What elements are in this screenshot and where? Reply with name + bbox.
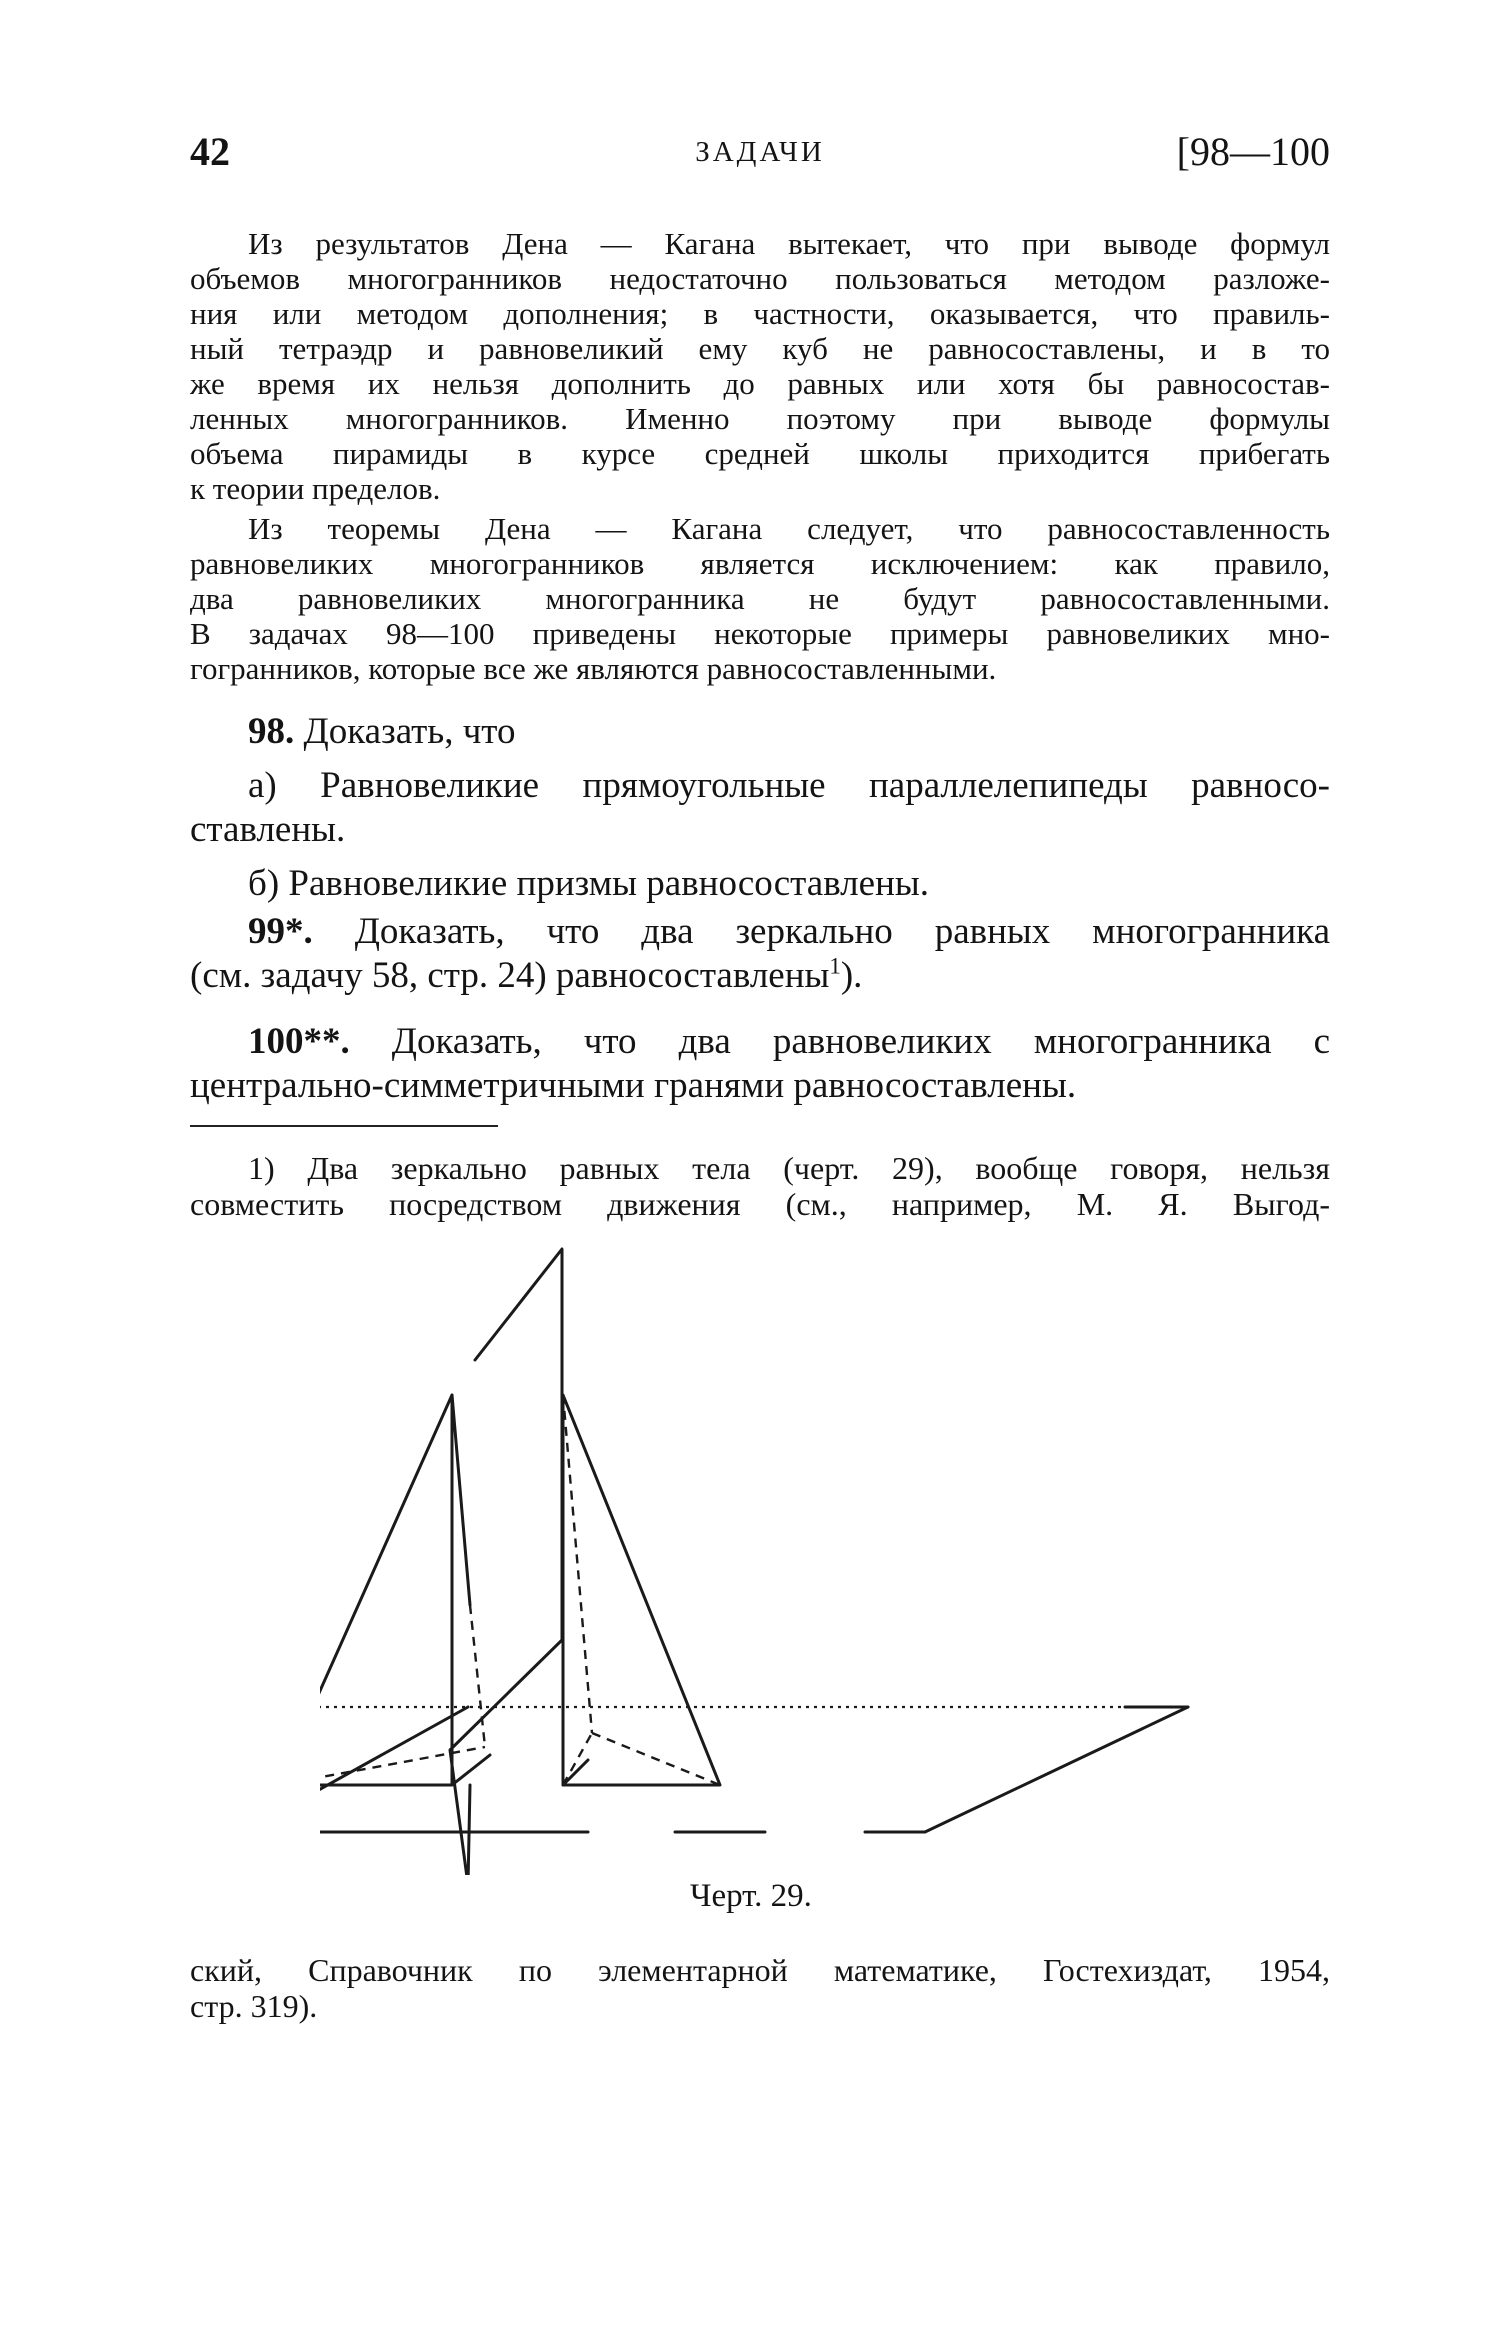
problem-100-line (190, 1020, 1330, 1064)
text-line: В задачах 98—100 приведены некоторые примеры равновеликих мно- (190, 616, 1330, 651)
running-title: ЗАДАЧИ (695, 136, 825, 168)
problem-text: (см. задачу 58, стр. 24) равносоставлены (190, 955, 830, 996)
page-number: 42 (190, 129, 230, 174)
mirror-pyramids-figure (320, 1235, 1200, 1875)
plane-edge (320, 1707, 468, 1832)
footnote-text: Два зеркально равных тела (черт. 29), вообще говоря, нельзя (307, 1150, 1331, 1186)
footnote-top (190, 1150, 1330, 1222)
footnote-reference: 1 (829, 953, 841, 979)
pyramid-right-edge (563, 1395, 720, 1785)
plane-edge (925, 1707, 1188, 1832)
text-line: объемов многогранников недостаточно пользоваться методом разложе- (190, 261, 1330, 296)
problem-text: Доказать, что два равновеликих многогранника с (391, 1021, 1330, 1062)
problem-100 (190, 1020, 1330, 1108)
problem-98-a-line: а) Равновеликие прямоугольные параллелепипеды равносо- (248, 765, 1330, 806)
problem-100-line: центрально-симметричными гранями равносоставлены. (190, 1065, 1077, 1106)
intro-paragraph-1 (190, 226, 1330, 506)
pyramid-left-edge (452, 1395, 470, 1605)
text-line: Из теоремы Дена — Кагана следует, что равносоставленность (248, 511, 1330, 546)
problem-number: 100**. (248, 1021, 350, 1062)
figure-caption: Черт. 29. (690, 1878, 812, 1914)
footnote-bottom (190, 1952, 1330, 2024)
footnote-line: ский, Справочник по элементарной математике, Гостехиздат, 1954, (190, 1952, 1330, 1988)
problem-98 (190, 710, 1330, 906)
text-line: же время их нельзя дополнить до равных или хотя бы равносостав- (190, 366, 1330, 401)
problem-text: Доказать, что (303, 711, 516, 752)
text-line: объема пирамиды в курсе средней школы приходится прибегать (190, 436, 1330, 471)
intro-paragraph-2 (190, 511, 1330, 686)
problem-98-a-line: ставлены. (190, 809, 346, 850)
problem-99 (190, 910, 1330, 998)
footnote-line: совместить посредством движения (см., например, М. Я. Выгод- (190, 1186, 1330, 1222)
text-line: равновеликих многогранников является исключением: как правило, (190, 546, 1330, 581)
footnote-line: стр. 319). (190, 1988, 318, 2024)
problem-98-lead (190, 710, 1330, 754)
problem-98-b: б) Равновеликие призмы равносоставлены. (248, 863, 929, 904)
problem-range: [98—100 (1176, 129, 1330, 174)
hidden-edge (563, 1395, 592, 1733)
footnote-line (190, 1150, 1330, 1186)
problem-number: 99*. (248, 911, 313, 952)
text-line: гогранников, которые все же являются равносоставленными. (190, 651, 997, 686)
text-line: ния или методом дополнения; в частности, оказывается, что правиль- (190, 296, 1330, 331)
problem-text: Доказать, что два зеркально равных многогранника (354, 911, 1330, 952)
text-line: ленных многогранников. Именно поэтому при выводе формулы (190, 401, 1330, 436)
footnote-rule (190, 1125, 498, 1127)
footnote-marker: 1) (248, 1150, 275, 1186)
text-line: к теории пределов. (190, 471, 441, 506)
text-line: ный тетраэдр и равновеликий ему куб не равносоставлены, и в то (190, 331, 1330, 366)
text-line: Из результатов Дена — Кагана вытекает, что при выводе формул (248, 226, 1330, 261)
problem-number: 98. (248, 711, 295, 752)
pyramid-left-edge (452, 1755, 490, 1785)
problem-text: ). (840, 955, 863, 996)
text-line: два равновеликих многогранника не будут равносоставленными. (190, 581, 1330, 616)
hidden-edge (470, 1605, 485, 1747)
problem-99-line (190, 910, 1330, 954)
running-head (190, 128, 1330, 188)
problem-99-line (190, 954, 1330, 998)
